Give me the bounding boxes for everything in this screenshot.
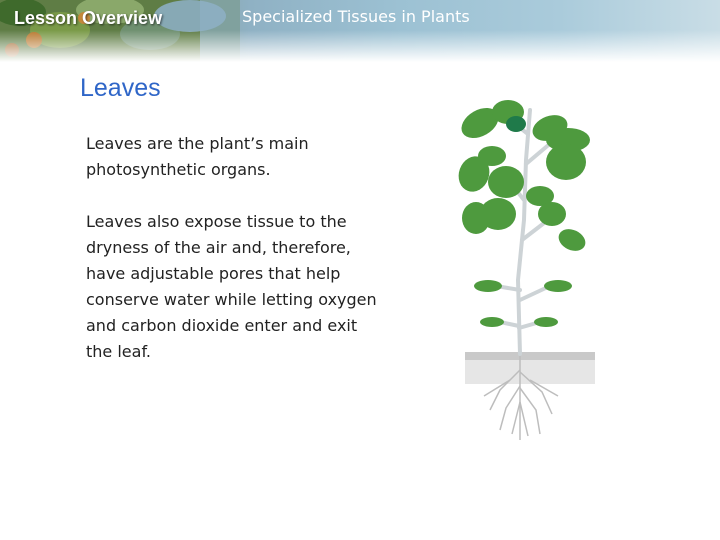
topic-title: Specialized Tissues in Plants [242, 7, 470, 26]
slide-heading: Leaves [80, 74, 161, 102]
paragraph-adjustable-pores: Leaves also expose tissue to the dryness of the air and, therefore, have adjustable pores that help conserve water while letting oxygen and carbon dioxide enter and exit the leaf. [86, 212, 377, 361]
paragraph-main-organs: Leaves are the plant’s main photosynthetic organs. [86, 134, 309, 179]
slide-header [0, 0, 720, 62]
header-fade [0, 30, 720, 62]
plant-illustration [440, 90, 630, 450]
lesson-overview-label: Lesson Overview [14, 8, 163, 28]
